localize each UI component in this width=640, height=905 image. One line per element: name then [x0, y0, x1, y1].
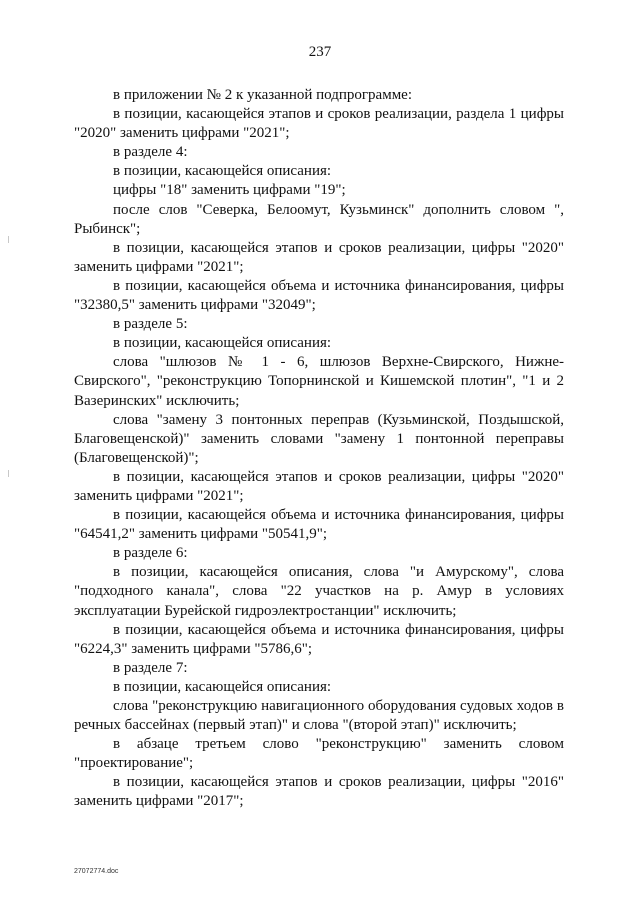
paragraph: слова "реконструкцию навигационного оборудования судовых ходов в речных бассейнах (первый этап)" и слова "(второй этап)" исключить; — [74, 698, 564, 734]
paragraph: в абзаце третьем слово "реконструкцию" заменить словом "проектирование"; — [74, 736, 564, 772]
paragraph: в разделе 6: — [113, 545, 188, 562]
paragraph: слова "замену 3 понтонных переправ (Кузьминской, Поздышской, Благовещенской)" заменить словами "замену 1 понтонной переправы (Благовещенской)"; — [74, 411, 564, 466]
scan-margin-mark — [8, 470, 9, 477]
scan-margin-mark — [8, 236, 9, 243]
paragraph: в позиции, касающейся этапов и сроков реализации, цифры "2020" заменить цифрами "2021"; — [74, 468, 564, 504]
paragraph: слова "шлюзов № 1 - 6, шлюзов Верхне-Свирского, Нижне-Свирского", "реконструкцию Топорнинской и Кишемской плотин", "1 и 2 Вазеринских" исключить; — [74, 354, 564, 409]
paragraph: в позиции, касающейся объема и источника финансирования, цифры "64541,2" заменить цифрами "50541,9"; — [74, 507, 564, 543]
paragraph: цифры "18" заменить цифрами "19"; — [113, 182, 346, 199]
paragraph: в позиции, касающейся описания: — [113, 335, 332, 352]
paragraph: в разделе 4: — [113, 144, 188, 161]
paragraph: в позиции, касающейся этапов и сроков реализации, цифры "2020" заменить цифрами "2021"; — [74, 239, 564, 275]
paragraph: в позиции, касающейся этапов и сроков реализации, цифры "2016" заменить цифрами "2017"; — [74, 774, 564, 810]
paragraph: после слов "Северка, Белоомут, Кузьминск" дополнить словом ", Рыбинск"; — [74, 201, 564, 237]
paragraph: в позиции, касающейся описания: — [113, 678, 332, 695]
paragraph: в позиции, касающейся объема и источника финансирования, цифры "32380,5" заменить цифрами "32049"; — [74, 277, 564, 314]
paragraph: в позиции, касающейся описания: — [113, 163, 332, 180]
paragraph: в позиции, касающейся описания, слова "и Амурскому", слова "подходного канала", слова "22 участков на р. Амур в условиях эксплуатации Бурейской гидроэлектростанции" исключить; — [74, 564, 564, 619]
paragraph: в позиции, касающейся этапов и сроков реализации, раздела 1 цифры "2020" заменить цифрами "2021"; — [74, 106, 564, 142]
paragraph: в разделе 5: — [113, 316, 188, 333]
page-number: 237 — [308, 44, 332, 60]
paragraph: в позиции, касающейся объема и источника финансирования, цифры "6224,3" заменить цифрами "5786,6"; — [74, 621, 564, 657]
document-body — [74, 86, 564, 812]
document-file-code: 27072774.doc — [74, 868, 119, 875]
paragraph: в разделе 7: — [113, 659, 188, 676]
paragraph: в приложении № 2 к указанной подпрограмме: — [113, 87, 413, 103]
